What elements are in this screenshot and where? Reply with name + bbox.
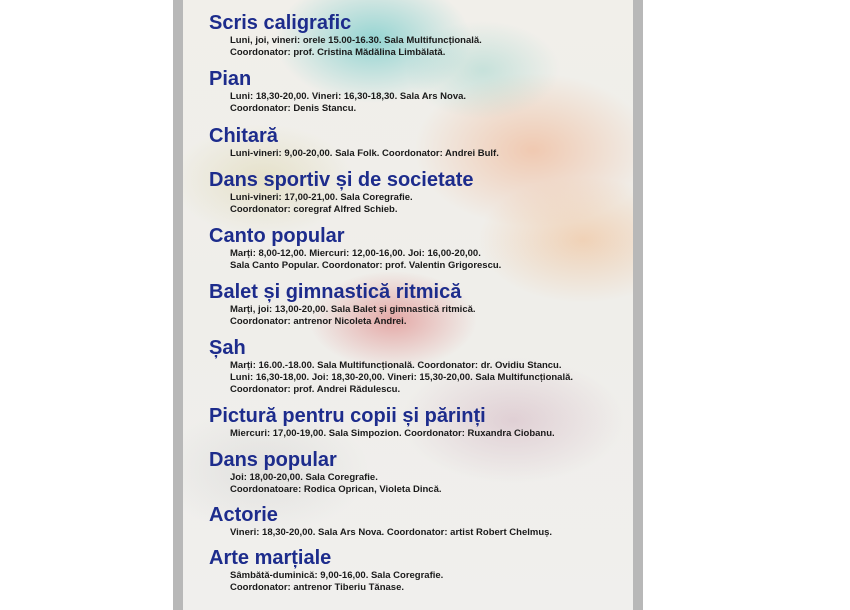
activity-section: [209, 404, 623, 440]
activity-detail-line: Coordonatoare: Rodica Oprican, Violeta Dincă.: [230, 484, 442, 495]
activity-details: [230, 570, 623, 594]
activity-title: Canto popular: [209, 225, 345, 247]
activity-details: [230, 192, 623, 216]
activity-details: [230, 428, 623, 440]
activity-detail-line: Luni, joi, vineri: orele 15.00-16.30. Sala Multifuncțională.: [230, 35, 482, 46]
activity-detail-line: Miercuri: 17,00-19,00. Sala Simpozion. Coordonator: Ruxandra Ciobanu.: [230, 428, 555, 439]
activity-section: [209, 168, 623, 216]
activity-detail-line: Vineri: 18,30-20,00. Sala Ars Nova. Coordonator: artist Robert Chelmuș.: [230, 527, 553, 538]
activity-detail-line: Coordonator: coregraf Alfred Schieb.: [230, 204, 398, 215]
activity-title: Pictură pentru copii și părinți: [209, 405, 486, 427]
activity-detail-line: Joi: 18,00-20,00. Sala Coregrafie.: [230, 472, 378, 483]
activity-title: Pian: [209, 68, 252, 90]
activity-section: [209, 224, 623, 272]
activity-detail-line: Sâmbătă-duminică: 9,00-16,00. Sala Coregrafie.: [230, 570, 444, 581]
activity-detail-line: Marți, joi: 13,00-20,00. Sala Balet și gimnastică ritmică.: [230, 304, 476, 315]
activity-title: Balet și gimnastică ritmică: [209, 281, 462, 303]
activity-title: Actorie: [209, 504, 278, 526]
activity-section: [209, 280, 623, 328]
activity-section: [209, 67, 623, 115]
activity-details: [230, 248, 623, 272]
activity-detail-line: Coordonator: antrenor Nicoleta Andrei.: [230, 316, 407, 327]
activity-section: [209, 124, 623, 160]
activity-section: [209, 336, 623, 396]
activity-section: [209, 11, 623, 59]
activity-details: [230, 360, 623, 396]
activity-details: [230, 91, 623, 115]
activity-detail-line: Coordonator: Denis Stancu.: [230, 103, 357, 114]
activities-list: [209, 4, 623, 594]
activity-title: Scris caligrafic: [209, 12, 352, 34]
activity-section: [209, 503, 623, 539]
activity-detail-line: Luni: 18,30-20,00. Vineri: 16,30-18,30. Sala Ars Nova.: [230, 91, 467, 102]
activity-section: [209, 448, 623, 496]
activity-detail-line: Luni-vineri: 9,00-20,00. Sala Folk. Coordonator: Andrei Bulf.: [230, 148, 499, 159]
activity-detail-line: Luni-vineri: 17,00-21,00. Sala Coregrafie.: [230, 192, 413, 203]
activity-detail-line: Marți: 8,00-12,00. Miercuri: 12,00-16,00. Joi: 16,00-20,00.: [230, 248, 481, 259]
activity-details: [230, 304, 623, 328]
activity-detail-line: Coordonator: prof. Andrei Rădulescu.: [230, 384, 401, 395]
activity-detail-line: Sala Canto Popular. Coordonator: prof. Valentin Grigorescu.: [230, 260, 502, 271]
activities-poster: [183, 0, 633, 610]
activity-details: [230, 472, 623, 496]
activity-details: [230, 527, 623, 539]
activity-title: Șah: [209, 337, 246, 359]
activity-title: Chitară: [209, 125, 278, 147]
activity-details: [230, 148, 623, 160]
activity-detail-line: Coordonator: prof. Cristina Mădălina Limbălată.: [230, 47, 446, 58]
activity-title: Dans popular: [209, 449, 337, 471]
activity-title: Arte marțiale: [209, 547, 332, 569]
activity-detail-line: Coordonator: antrenor Tiberiu Tănase.: [230, 582, 405, 593]
activity-details: [230, 35, 623, 59]
activity-detail-line: Luni: 16,30-18,00. Joi: 18,30-20,00. Vineri: 15,30-20,00. Sala Multifuncțională.: [230, 372, 574, 383]
activity-section: [209, 546, 623, 594]
activity-title: Dans sportiv și de societate: [209, 169, 474, 191]
activity-detail-line: Marți: 16.00.-18.00. Sala Multifuncțională. Coordonator: dr. Ovidiu Stancu.: [230, 360, 562, 371]
